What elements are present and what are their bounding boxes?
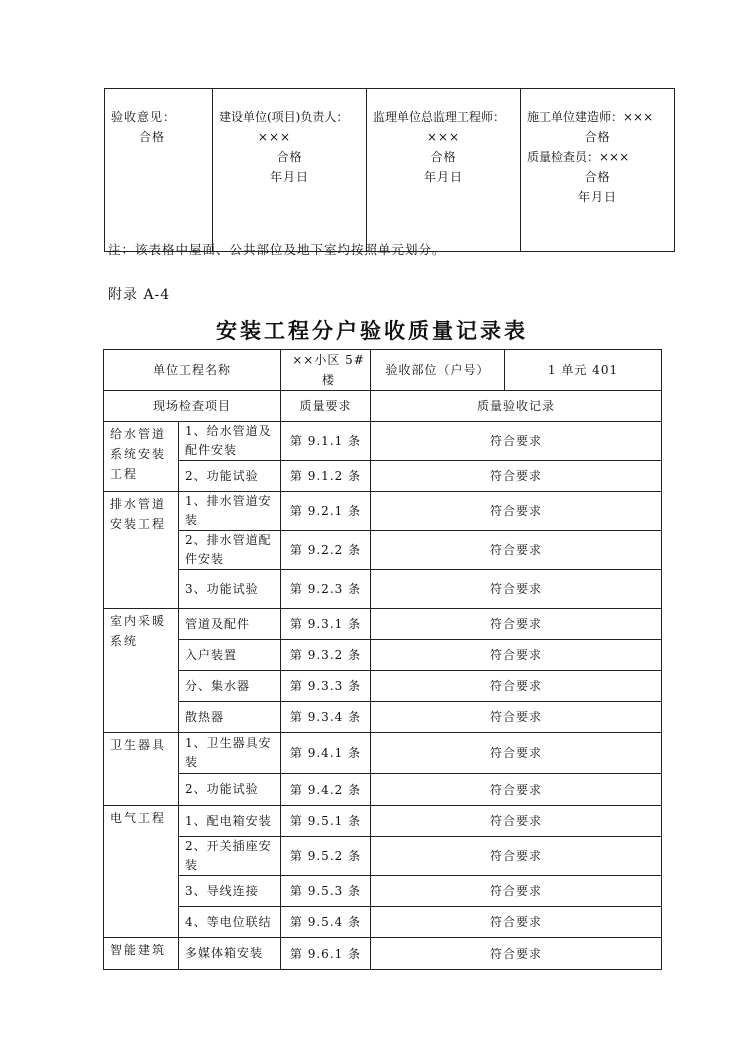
category-cell: 室内采暖系统 (104, 609, 179, 733)
table-row (104, 570, 662, 609)
requirement-cell: 第 9.3.4 条 (281, 702, 371, 733)
category-cell: 排水管道安装工程 (104, 492, 179, 609)
supervision-unit-result: 合格 (430, 150, 457, 164)
requirement-cell: 第 9.2.3 条 (281, 570, 371, 609)
table-row (104, 806, 662, 837)
acceptance-record-table (103, 349, 662, 970)
record-cell: 符合要求 (371, 876, 662, 907)
construction-unit-label: 建设单位(项目)负责人： (219, 110, 349, 124)
check-item-cell: 3、导线连接 (179, 876, 281, 907)
acceptance-value: 合格 (139, 130, 166, 144)
record-cell: 符合要求 (371, 938, 662, 970)
check-item-cell: 2、功能试验 (179, 774, 281, 806)
check-item-cell: 散热器 (179, 702, 281, 733)
requirement-cell: 第 9.1.1 条 (281, 422, 371, 461)
table-row (104, 907, 662, 938)
table-note: 注：该表格中屋面、公共部位及地下室均按照单元划分。 (108, 242, 446, 257)
record-cell: 符合要求 (371, 671, 662, 702)
requirement-cell: 第 9.4.1 条 (281, 733, 371, 774)
requirement-cell: 第 9.4.2 条 (281, 774, 371, 806)
inspection-part-label: 验收部位（户号） (371, 350, 505, 391)
record-cell: 符合要求 (371, 570, 662, 609)
table-row (104, 640, 662, 671)
contractor-unit-date: 年月日 (577, 190, 617, 204)
check-item-cell: 1、给水管道及配件安装 (179, 422, 281, 461)
category-cell: 卫生器具 (104, 733, 179, 806)
contractor-unit-result-2: 合格 (584, 170, 611, 184)
requirement-cell: 第 9.2.2 条 (281, 531, 371, 570)
table-row (104, 671, 662, 702)
acceptance-label: 验收意见： (111, 110, 177, 124)
record-cell: 符合要求 (371, 461, 662, 492)
table-row (104, 461, 662, 492)
record-cell: 符合要求 (371, 774, 662, 806)
record-cell: 符合要求 (371, 837, 662, 876)
check-item-cell: 2、排水管道配件安装 (179, 531, 281, 570)
requirement-cell: 第 9.3.2 条 (281, 640, 371, 671)
table-row (104, 531, 662, 570)
record-cell: 符合要求 (371, 492, 662, 531)
record-cell: 符合要求 (371, 702, 662, 733)
construction-unit-result: 合格 (276, 150, 303, 164)
check-item-cell: 分、集水器 (179, 671, 281, 702)
requirement-cell: 第 9.6.1 条 (281, 938, 371, 970)
inspection-part-value: 1 单元 401 (505, 350, 662, 391)
check-item-cell: 入户装置 (179, 640, 281, 671)
record-cell: 符合要求 (371, 907, 662, 938)
construction-unit-cell (213, 89, 367, 252)
table-body (104, 422, 662, 970)
page-title: 安装工程分户验收质量记录表 (216, 318, 528, 343)
check-item-cell: 管道及配件 (179, 609, 281, 640)
category-cell: 给水管道系统安装工程 (104, 422, 179, 492)
header-record: 质量验收记录 (371, 391, 662, 422)
record-cell: 符合要求 (371, 733, 662, 774)
table-row (104, 938, 662, 970)
record-cell: 符合要求 (371, 806, 662, 837)
requirement-cell: 第 9.3.3 条 (281, 671, 371, 702)
table-row (104, 876, 662, 907)
table-row (104, 422, 662, 461)
construction-unit-date: 年月日 (269, 170, 309, 184)
record-cell: 符合要求 (371, 640, 662, 671)
record-cell: 符合要求 (371, 609, 662, 640)
record-cell: 符合要求 (371, 531, 662, 570)
requirement-cell: 第 9.5.4 条 (281, 907, 371, 938)
signature-table (104, 88, 675, 252)
check-item-cell: 3、功能试验 (179, 570, 281, 609)
table-row (104, 733, 662, 774)
supervision-unit-date: 年月日 (423, 170, 463, 184)
acceptance-cell (105, 89, 213, 252)
requirement-cell: 第 9.5.2 条 (281, 837, 371, 876)
table-row (104, 702, 662, 733)
header-item: 现场检查项目 (104, 391, 281, 422)
header-requirement: 质量要求 (281, 391, 371, 422)
supervision-unit-cell (367, 89, 521, 252)
table-row (104, 492, 662, 531)
category-cell: 智能建筑 (104, 938, 179, 970)
supervision-unit-label: 监理单位总监理工程师： (373, 110, 506, 124)
contractor-unit-cell (521, 89, 675, 252)
table-row (104, 837, 662, 876)
check-item-cell: 2、开关插座安装 (179, 837, 281, 876)
supervision-unit-name: ××× (426, 130, 461, 144)
table-row (104, 774, 662, 806)
check-item-cell: 4、等电位联结 (179, 907, 281, 938)
appendix-label: 附录 A-4 (108, 287, 171, 303)
requirement-cell: 第 9.2.1 条 (281, 492, 371, 531)
requirement-cell: 第 9.5.1 条 (281, 806, 371, 837)
project-name-label: 单位工程名称 (104, 350, 281, 391)
check-item-cell: 1、配电箱安装 (179, 806, 281, 837)
requirement-cell: 第 9.1.2 条 (281, 461, 371, 492)
check-item-cell: 1、排水管道安装 (179, 492, 281, 531)
check-item-cell: 2、功能试验 (179, 461, 281, 492)
contractor-unit-result: 合格 (584, 130, 611, 144)
check-item-cell: 1、卫生器具安装 (179, 733, 281, 774)
record-cell: 符合要求 (371, 422, 662, 461)
contractor-unit-label: 施工单位建造师：××× (527, 110, 654, 124)
project-name-value: ××小区 5#楼 (281, 350, 371, 391)
requirement-cell: 第 9.3.1 条 (281, 609, 371, 640)
requirement-cell: 第 9.5.3 条 (281, 876, 371, 907)
contractor-inspector: 质量检查员：××× (527, 150, 630, 164)
category-cell: 电气工程 (104, 806, 179, 938)
construction-unit-name: ××× (257, 130, 292, 144)
check-item-cell: 多媒体箱安装 (179, 938, 281, 970)
table-row (104, 609, 662, 640)
